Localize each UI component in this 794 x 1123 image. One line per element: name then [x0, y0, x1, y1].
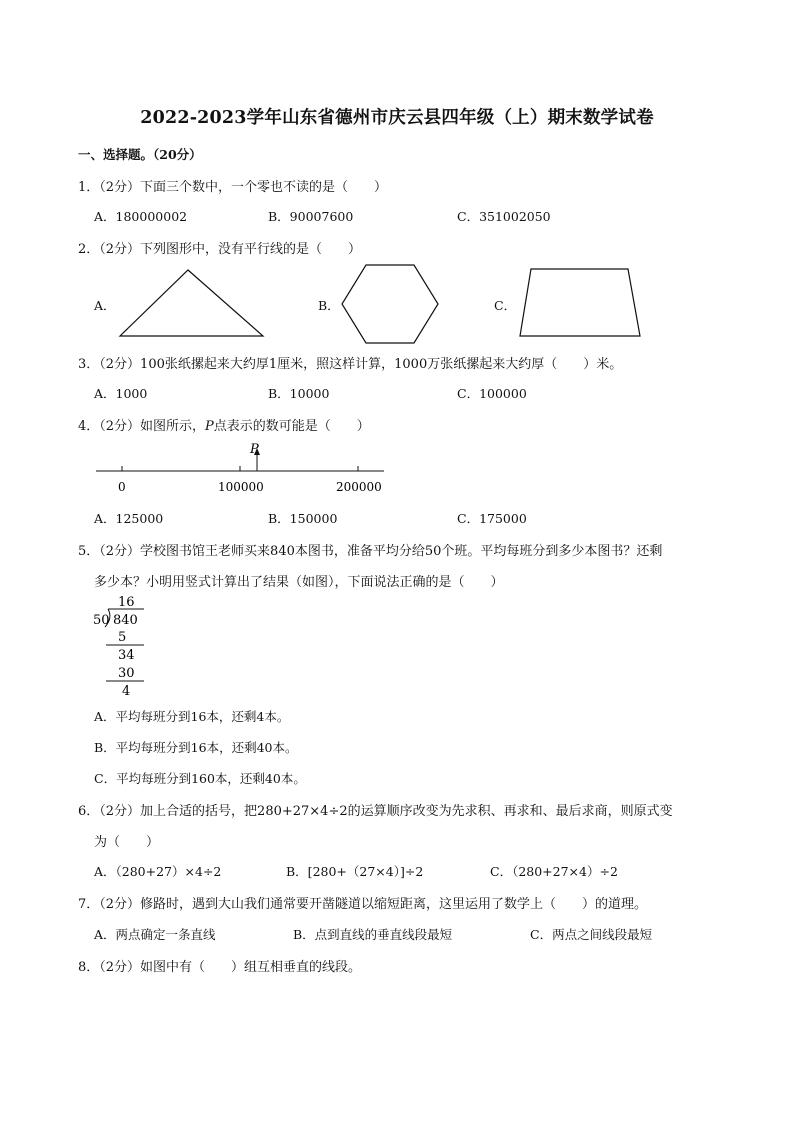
question-5-stem-line1: 5．（2分）学校图书馆王老师买来840本图书，准备平均分给50个班。平均每班分到多少本图书？还剩	[78, 544, 663, 559]
division-divisor: 50	[93, 613, 110, 628]
page-title: 2022-2023学年山东省德州市庆云县四年级（上）期末数学试卷	[140, 108, 654, 128]
question-7-option-a: A．两点确定一条直线	[94, 927, 216, 942]
long-division-figure	[92, 592, 152, 698]
question-3-option-c: C．100000	[457, 386, 527, 401]
question-2-stem: 2．（2分）下列图形中，没有平行线的是（ ）	[78, 242, 362, 257]
tick-label-0: 0	[118, 480, 126, 494]
point-p-label: P	[250, 442, 259, 457]
tick-label-200000: 200000	[336, 480, 382, 494]
question-4-stem: 4．（2分）如图所示，P点表示的数可能是（ ）	[78, 419, 370, 434]
question-1-stem: 1．（2分）下面三个数中，一个零也不读的是（ ）	[78, 180, 388, 195]
question-6-option-b: B．[280+（27×4）]÷2	[286, 864, 424, 879]
triangle-figure	[112, 266, 272, 342]
division-step-3: 30	[118, 666, 135, 681]
question-2-label-a: A．	[94, 298, 116, 313]
division-quotient: 16	[118, 595, 135, 610]
question-7-option-c: C．两点之间线段最短	[530, 927, 653, 942]
question-5-stem-line2: 多少本？小明用竖式计算出了结果（如图），下面说法正确的是（ ）	[94, 575, 504, 590]
question-6-stem-line2: 为（ ）	[94, 835, 160, 850]
trapezoid-figure	[512, 264, 652, 344]
division-dividend: 840	[113, 613, 138, 628]
question-1-option-a: A．180000002	[94, 209, 188, 224]
question-1-option-c: C．351002050	[457, 209, 551, 224]
question-6-stem-line1: 6．（2分）加上合适的括号，把280+27×4÷2的运算顺序改变为先求积、再求和、最后求商，则原式变	[78, 804, 673, 819]
division-step-2: 34	[118, 648, 135, 663]
question-7-stem: 7．（2分）修路时，遇到大山我们通常要开凿隧道以缩短距离，这里运用了数学上（ ）的道理。	[78, 897, 648, 912]
tick-label-100000: 100000	[218, 480, 264, 494]
division-step-1: 5	[118, 630, 127, 645]
division-remainder: 4	[122, 684, 131, 699]
question-3-stem: 3．（2分）100张纸摞起来大约厚1厘米，照这样计算，1000万张纸摞起来大约厚（ ）米。	[78, 357, 623, 372]
question-2-label-b: B．	[318, 298, 340, 313]
question-1-option-b: B．90007600	[268, 209, 354, 224]
question-5-option-a: A．平均每班分到16本，还剩4本。	[94, 709, 290, 724]
section-heading-choice: 一、选择题。（20分）	[78, 147, 202, 162]
question-5-option-b: B．平均每班分到16本，还剩40本。	[94, 740, 298, 755]
question-7-option-b: B．点到直线的垂直线段最短	[293, 927, 453, 942]
question-2-label-c: C．	[494, 298, 517, 313]
question-4-option-b: B．150000	[268, 511, 338, 526]
hexagon-figure	[336, 260, 446, 350]
question-8-stem: 8．（2分）如图中有（ ）组互相垂直的线段。	[78, 960, 362, 975]
question-5-option-c: C．平均每班分到160本，还剩40本。	[94, 771, 306, 786]
question-4-option-a: A．125000	[94, 511, 164, 526]
question-6-option-c: C．（280+27×4）÷2	[490, 864, 618, 879]
question-3-option-b: B．10000	[268, 386, 330, 401]
question-4-option-c: C．175000	[457, 511, 527, 526]
question-6-option-a: A．（280+27）×4÷2	[94, 864, 222, 879]
number-line	[92, 438, 392, 498]
question-3-option-a: A．1000	[94, 386, 148, 401]
